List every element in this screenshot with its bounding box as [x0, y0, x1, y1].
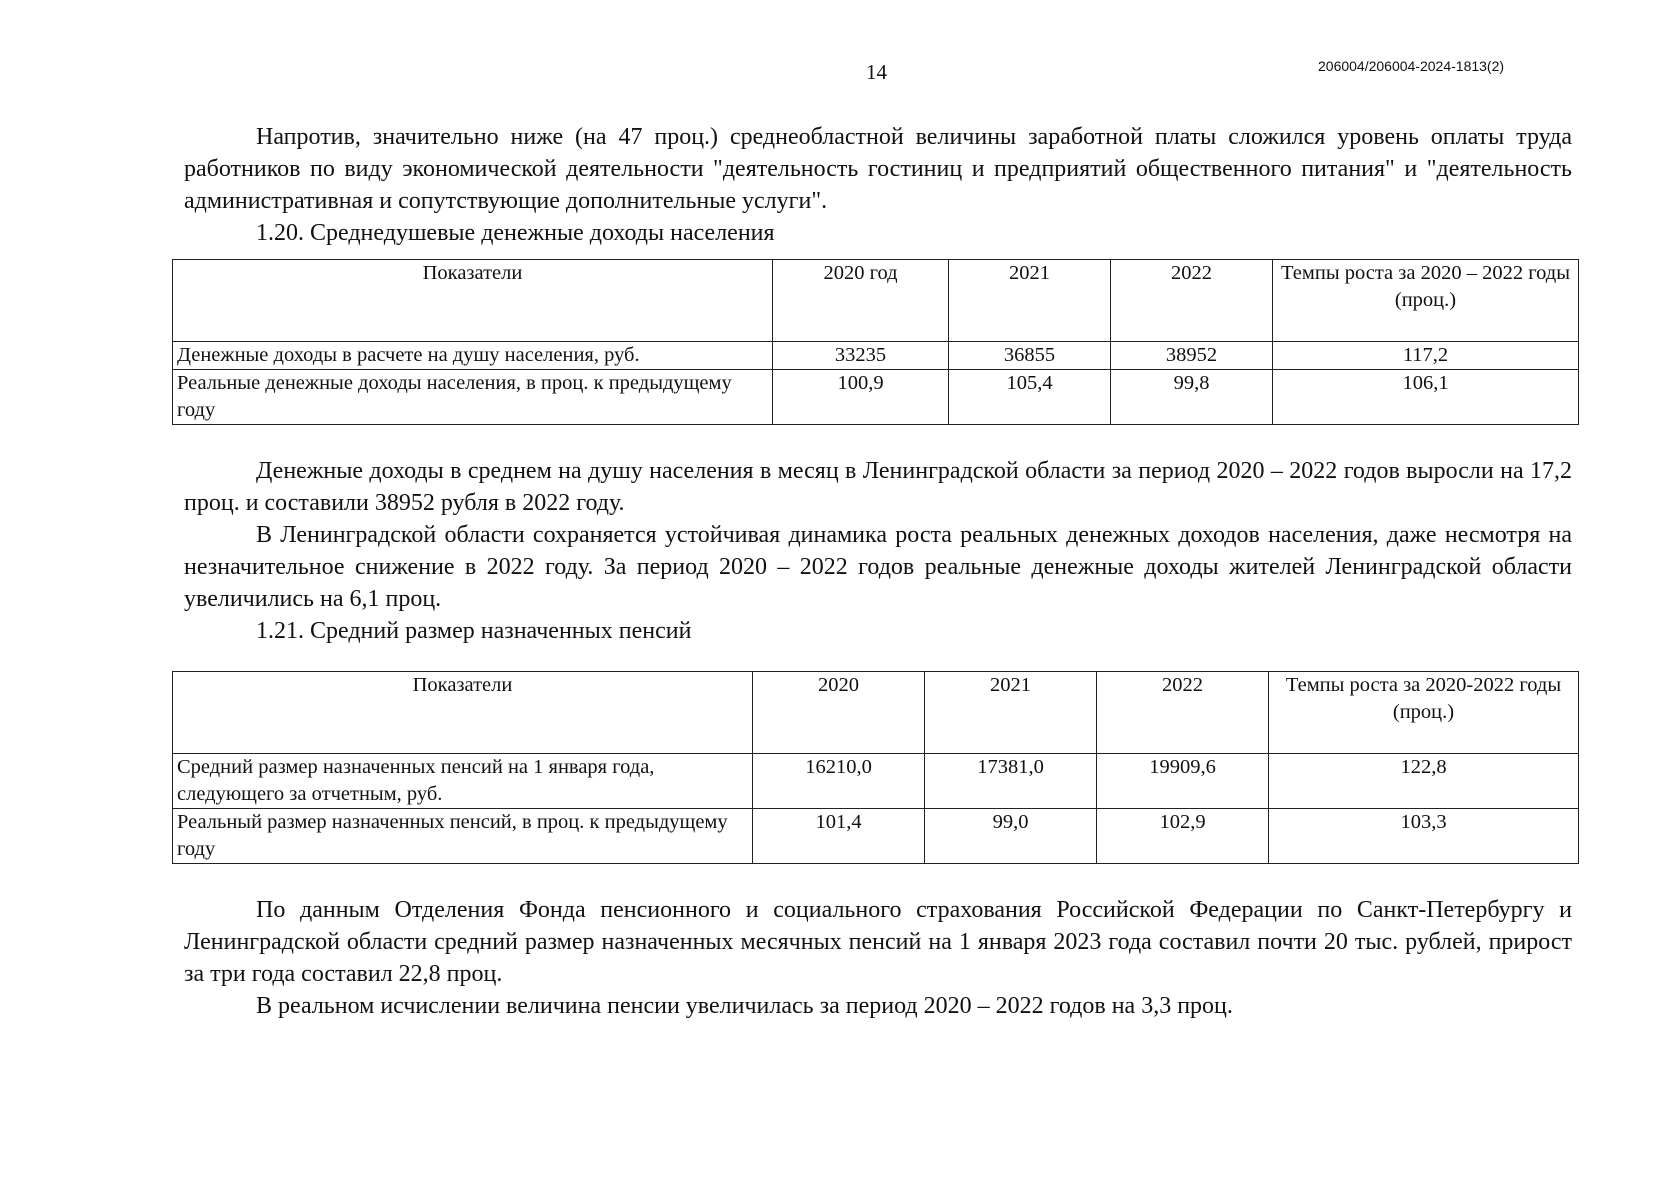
table-cell: 17381,0: [925, 754, 1097, 809]
column-header: Показатели: [173, 260, 773, 342]
table-cell: 38952: [1111, 342, 1273, 370]
table-row: [173, 754, 1579, 809]
section-heading-pensions: 1.21. Средний размер назначенных пенсий: [256, 618, 692, 644]
paragraph-pension-fund: По данным Отделения Фонда пенсионного и социального страхования Российской Федерации по Санкт-Петербургу и Ленинградской области средний размер назначенных месячных пенсий на 1 января 2023 года составил почти 20 тыс. рублей, прирост за три года составил 22,8 проц.: [184, 897, 1572, 987]
table-cell: 117,2: [1273, 342, 1579, 370]
table-cell: 99,0: [925, 809, 1097, 864]
table-cell: Реальный размер назначенных пенсий, в проц. к предыдущему году: [173, 809, 753, 864]
table-header-row: [173, 672, 1579, 754]
table-cell: 100,9: [773, 370, 949, 425]
paragraph-income-growth: Денежные доходы в среднем на душу населения в месяц в Ленинградской области за период 2020 – 2022 годов выросли на 17,2 проц. и составили 38952 рубля в 2022 году.: [184, 458, 1572, 516]
table-cell: Средний размер назначенных пенсий на 1 января года, следующего за отчетным, руб.: [173, 754, 753, 809]
table-cell: 102,9: [1097, 809, 1269, 864]
column-header: 2022: [1111, 260, 1273, 342]
paragraph-real-income: В Ленинградской области сохраняется устойчивая динамика роста реальных денежных доходов населения, даже несмотря на незначительное снижение в 2022 году. За период 2020 – 2022 годов реальные денежные доходы жителей Ленинградской области увеличились на 6,1 проц.: [184, 522, 1572, 612]
document-id: 206004/206004-2024-1813(2): [1318, 58, 1505, 74]
table-cell: 36855: [949, 342, 1111, 370]
table-header-row: [173, 260, 1579, 342]
table-cell: 122,8: [1269, 754, 1579, 809]
column-header: Темпы роста за 2020-2022 годы (проц.): [1269, 672, 1579, 754]
table-cell: 19909,6: [1097, 754, 1269, 809]
table-cell: 105,4: [949, 370, 1111, 425]
table-cell: Денежные доходы в расчете на душу населения, руб.: [173, 342, 773, 370]
table-row: [173, 809, 1579, 864]
incomes-table: [172, 259, 1579, 425]
table-cell: Реальные денежные доходы населения, в проц. к предыдущему году: [173, 370, 773, 425]
page-number: 14: [866, 60, 887, 84]
table-cell: 106,1: [1273, 370, 1579, 425]
document-body: [177, 121, 1572, 1022]
table-cell: 103,3: [1269, 809, 1579, 864]
paragraph-real-pension: В реальном исчислении величина пенсии увеличилась за период 2020 – 2022 годов на 3,3 проц.: [256, 993, 1233, 1019]
column-header: 2021: [949, 260, 1111, 342]
column-header: Показатели: [173, 672, 753, 754]
table-row: [173, 342, 1579, 370]
column-header: 2020 год: [773, 260, 949, 342]
table-row: [173, 370, 1579, 425]
table-cell: 99,8: [1111, 370, 1273, 425]
table-cell: 101,4: [753, 809, 925, 864]
column-header: Темпы роста за 2020 – 2022 годы (проц.): [1273, 260, 1579, 342]
column-header: 2021: [925, 672, 1097, 754]
column-header: 2020: [753, 672, 925, 754]
column-header: 2022: [1097, 672, 1269, 754]
section-heading-incomes: 1.20. Среднедушевые денежные доходы населения: [256, 220, 775, 246]
paragraph-wages: Напротив, значительно ниже (на 47 проц.) среднеобластной величины заработной платы сложился уровень оплаты труда работников по виду экономической деятельности "деятельность гостиниц и предприятий общественного питания" и "деятельность административная и сопутствующие дополнительные услуги".: [184, 124, 1572, 214]
table-cell: 33235: [773, 342, 949, 370]
table-cell: 16210,0: [753, 754, 925, 809]
pensions-table: [172, 671, 1579, 864]
